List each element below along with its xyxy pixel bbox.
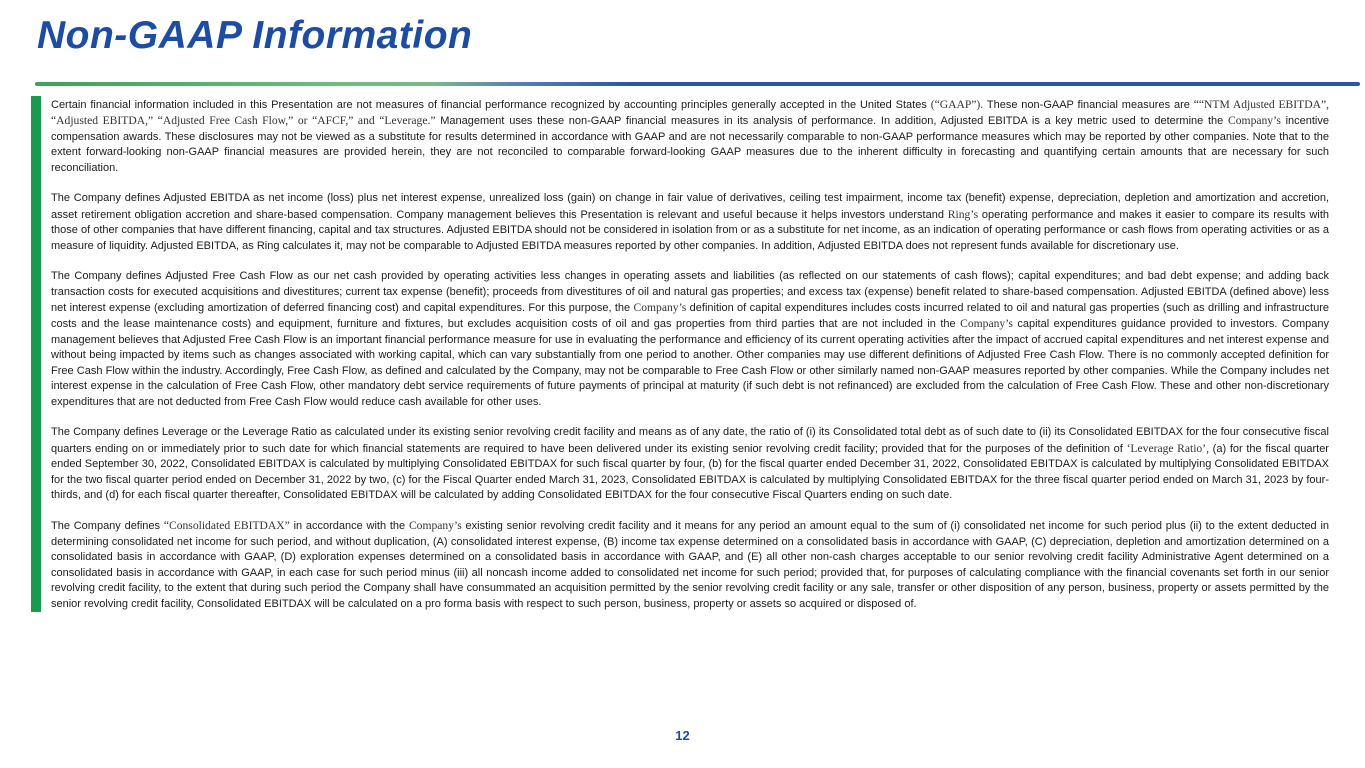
page-title: Non-GAAP Information: [37, 14, 473, 57]
text-segment: existing senior revolving credit facility and it means for any period an amount equal to the sum of (i) consolidated net income for such period plus (ii) to the extent deducted in determining consolidated net income for such period, and without duplication, (A) consolidated interest expense, (B) income tax expense determined on a consolidated basis in accordance with GAAP, (C) depreciation, depletion and amortization determined on a consolidated basis in accordance with GAAP, (D) exploration expenses determined on a consolidated basis in accordance with GAAP, and (E) all other non-cash charges acceptable to our senior revolving credit facility Administrative Agent determined on a consolidated basis in accordance with GAAP, in each case for such period minus (iii) all noncash income added to consolidated net income for such period; provided that, for purposes of calculating compliance with the financial covenants set forth in our senior revolving credit facility, to the extent that during such period the Company shall have consummated an acquisition permitted by the senior revolving credit facility or any sale, transfer or other disposition of any person, business, property or assets permitted by the senior revolving credit facility, Consolidated EBITDAX will be calculated on a pro forma basis with respect to such person, business, property or assets so acquired or disposed of.: [51, 520, 1330, 610]
text-segment: Management uses these non-GAAP financial measures in its analysis of performance. In addition, Adjusted EBITDA is a key metric used to determine the: [435, 115, 1229, 128]
text-segment: in accordance with the: [289, 520, 409, 533]
text-segment: Certain financial information included in this Presentation are not measures of financial performance recognized by accounting principles generally accepted in the United States: [51, 99, 931, 111]
serif-text-segment: “Consolidated EBITDAX”: [163, 519, 290, 533]
serif-text-segment: ‘Leverage Ratio’,: [1126, 441, 1209, 455]
serif-text-segment: Company’s: [1228, 114, 1281, 128]
page-number: 12: [675, 728, 690, 743]
text-segment: capital expenditures guidance provided to investors. Company management believes that Adjusted Free Cash Flow is an important financial performance measure for use in evaluating the performance and efficiency of its current operating activities after the impact of accrued capital expenditures and net interest expense and without being impacted by items such as changes associated with working capital, which can vary substantially from one period to another. Other companies may use different definitions of Adjusted Free Cash Flow. There is no commonly accepted definition for Free Cash Flow within the industry. Accordingly, Free Cash Flow, as defined and calculated by the Company, may not be comparable to Free Cash Flow or other similarly named non-GAAP measures reported by other companies. While the Company includes net interest expense in the calculation of Free Cash Flow, other mandatory debt service requirements of future payments of principal at maturity (if such debt is not refinanced) are excluded from the calculation of Free Cash Flow. These and other non-discretionary expenditures that are not deducted from Free Cash Flow would reduce cash available for other uses.: [51, 318, 1329, 408]
text-segment: (a) for the fiscal quarter ended September 30, 2022, Consolidated EBITDAX is calculated by multiplying Consolidated EBITDAX for such fiscal quarter by four, (b) for the fiscal quarter ended December 31, 2022, Consolidated EBITDAX is calculated by multiplying Consolidated EBITDAX for the two fiscal quarter period ended on December 31, 2022 by two, (c) for the Fiscal Quarter ended March 31, 2023, Consolidated EBITDAX is calculated by multiplying Consolidated EBITDAX for the three fiscal quarter period ended on March 31, 2023 by four-thirds, and (d) for each fiscal quarter thereafter, Consolidated EBITDAX will be calculated by adding Consolidated EBITDAX for the four consecutive Fiscal Quarters ending on such date.: [51, 442, 1329, 501]
serif-text-segment: Ring’s: [947, 207, 979, 221]
serif-text-segment: Company’s: [633, 300, 687, 314]
text-segment: The Company defines Adjusted Free Cash Flow as our net cash provided by operating activities less changes in operating assets and liabilities (as reflected on our statements of cash flows); capital expenditures; and bad debt expense; and adding back transaction costs for executed acquisitions and divestitures; current tax expense (benefit); proceeds from divestitures of oil and natural gas properties; and excess tax (expense) benefit related to share-based compensation. Adjusted EBITDA (defined above) less net interest expense (excluding amortization of deferred financing cost) and capital expenditures. For this purpose, the: [51, 270, 1329, 314]
left-accent-bar: [31, 96, 41, 612]
paragraph: [51, 191, 1329, 254]
text-segment: definition of capital expenditures includes costs incurred related to oil and natural gas properties (such as drilling and infrastructure costs and the lease maintenance costs) and equipment, furniture and fixtures, but excludes acquisition costs of oil and gas properties from third parties that are not included in the: [51, 301, 1329, 331]
text-segment: These non-GAAP financial measures are: [983, 99, 1194, 111]
paragraph: [51, 518, 1329, 612]
content-area: [31, 96, 1333, 612]
serif-text-segment: (“GAAP”).: [930, 98, 984, 111]
text-segment: The Company defines Leverage or the Leverage Ratio as calculated under its existing senior revolving credit facility and means as of any date, the ratio of (i) its Consolidated total debt as of such date to (ii) its Consolidated EBITDAX for the four consecutive fiscal quarters ending on or immediately prior to such date for which financial statements are required to have been delivered under its existing senior revolving credit facility; provided that for the purposes of the definition of: [51, 426, 1329, 455]
title-divider-rule: [35, 82, 1360, 86]
text-segment: The Company defines Adjusted EBITDA as net income (loss) plus net interest expense, unrealized loss (gain) on change in fair value of derivatives, ceiling test impairment, income tax (benefit) expense, depreciation, depletion and amortization and accretion, asset retirement obligation accretion and share-based compensation. Company management believes this Presentation is relevant and useful because it helps investors understand: [51, 192, 1329, 221]
serif-text-segment: Company’s: [408, 519, 462, 533]
serif-text-segment: Company’s: [960, 317, 1013, 331]
text-segment: incentive compensation awards. These disclosures may not be viewed as a substitute for results determined in accordance with GAAP and are not necessarily comparable to non-GAAP performance measures which may be reported by other companies. Note that to the extent forward-looking non-GAAP financial measures are provided herein, they are not reconciled to comparable forward-looking GAAP measures due to the inherent difficulty in forecasting and quantifying certain amounts that are necessary for such reconciliation.: [51, 115, 1329, 174]
text-segment: operating performance and makes it easier to compare its results with those of other companies that have different financing, capital and tax structures. Adjusted EBITDA should not be considered in isolation from or as a substitute for net income, as an indication of operating performance or cash flows from operating activities or as a measure of liquidity. Adjusted EBITDA, as Ring calculates it, may not be comparable to Adjusted EBITDA measures reported by other companies. In addition, Adjusted EBITDA does not represent funds available for discretionary use.: [51, 208, 1329, 252]
paragraph: [51, 425, 1329, 503]
serif-text-segment: ““NTM Adjusted EBITDA”, “Adjusted EBITDA,” “Adjusted Free Cash Flow,” or “AFCF,” and “Leverage.”: [51, 98, 1329, 128]
text-segment: The Company defines: [51, 520, 164, 533]
paragraph: [51, 269, 1329, 410]
body-text: [41, 96, 1333, 612]
paragraph: [51, 97, 1329, 176]
